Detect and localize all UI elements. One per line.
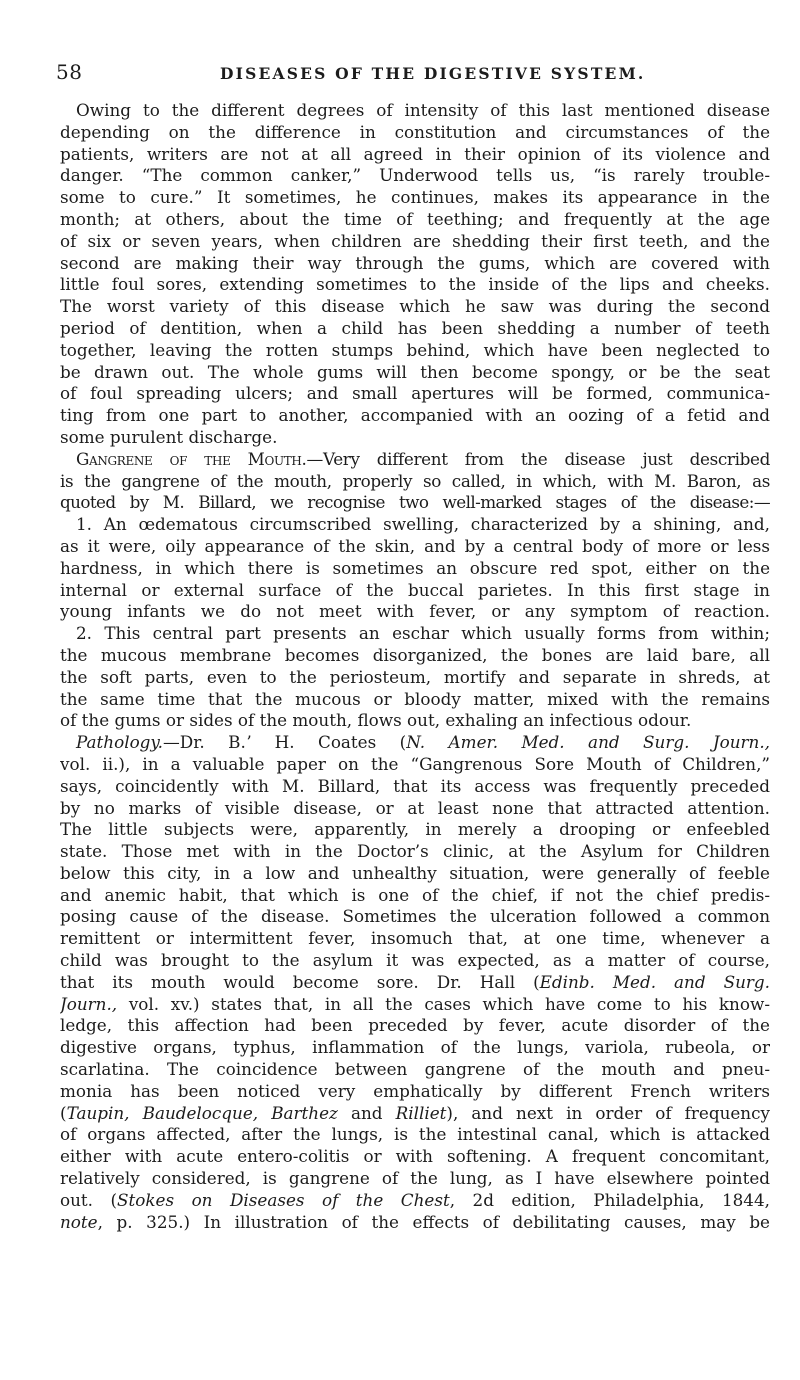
- text-line: ting from one part to another, accompanied with an oozing of a fetid and: [60, 405, 770, 426]
- text-line: be drawn out. The whole gums will then become spongy, or be the seat: [60, 361, 770, 382]
- text-line: of foul spreading ulcers; and small apertures will be formed, communica-: [60, 383, 770, 404]
- text-line: of six or seven years, when children are shedding their first teeth, and the: [60, 230, 770, 251]
- page-number: 58: [56, 60, 83, 84]
- text-line: danger. “The common canker,” Underwood tells us, “is rarely trouble-: [60, 165, 770, 186]
- text-line: the mucous membrane becomes disorganized, the bones are laid bare, all: [60, 644, 770, 665]
- text-line: depending on the difference in constitution and circumstances of the: [60, 121, 770, 142]
- text-line: internal or external surface of the buccal parietes. In this first stage in: [60, 579, 770, 600]
- text-line: that its mouth would become sore. Dr. Hall (Edinb. Med. and Surg.: [60, 971, 770, 992]
- body-text: [60, 100, 770, 1233]
- text-line: Owing to the different degrees of intensity of this last mentioned disease: [76, 100, 770, 120]
- text-line: remittent or intermittent fever, insomuch that, at one time, whenever a: [60, 928, 770, 949]
- text-line: little foul sores, extending sometimes to the inside of the lips and cheeks.: [60, 274, 770, 295]
- text-line: below this city, in a low and unhealthy situation, were generally of feeble: [60, 862, 770, 883]
- text-line: monia has been noticed very emphatically by different French writers: [60, 1080, 770, 1101]
- text-line: the same time that the mucous or bloody matter, mixed with the remains: [60, 688, 770, 709]
- text-line: by no marks of visible disease, or at least none that attracted attention.: [60, 797, 770, 818]
- text-line: either with acute entero-colitis or with softening. A frequent concomitant,: [60, 1146, 770, 1167]
- text-line: some to cure.” It sometimes, he continues, makes its appearance in the: [60, 187, 770, 208]
- text-line: says, coincidently with M. Billard, that its access was frequently preceded: [60, 775, 770, 796]
- text-line: (Taupin, Baudelocque, Barthez and Rilliet), and next in order of frequency: [60, 1102, 770, 1123]
- text-line: 1. An œdematous circumscribed swelling, characterized by a shining, and,: [76, 514, 770, 535]
- text-line: child was brought to the asylum it was expected, as a matter of course,: [60, 950, 770, 971]
- text-line: and anemic habit, that which is one of the chief, if not the chief predis-: [60, 884, 770, 905]
- text-line: hardness, in which there is sometimes an obscure red spot, either on the: [60, 557, 770, 578]
- text-line: month; at others, about the time of teething; and frequently at the age: [60, 208, 770, 229]
- text-line: together, leaving the rotten stumps behind, which have been neglected to: [60, 339, 770, 360]
- text-line: Journ., vol. xv.) states that, in all the cases which have come to his know-: [60, 993, 770, 1014]
- text-line: posing cause of the disease. Sometimes the ulceration followed a common: [60, 906, 770, 927]
- text-line: state. Those met with in the Doctor’s clinic, at the Asylum for Children: [60, 841, 770, 862]
- text-line: of the gums or sides of the mouth, flows out, exhaling an infectious odour.: [60, 710, 692, 731]
- text-line: The worst variety of this disease which he saw was during the second: [60, 296, 770, 317]
- text-line: quoted by M. Billard, we recognise two well-marked stages of the disease:—: [60, 492, 770, 513]
- text-line: Gangrene of the Mouth.—Very different from the disease just described: [76, 448, 770, 469]
- text-line: vol. ii.), in a valuable paper on the “Gangrenous Sore Mouth of Children,”: [60, 753, 770, 774]
- text-line: relatively considered, is gangrene of the lung, as I have elsewhere pointed: [60, 1168, 770, 1189]
- text-line: of organs affected, after the lungs, is the intestinal canal, which is attacked: [60, 1124, 770, 1145]
- text-line: is the gangrene of the mouth, properly so called, in which, with M. Baron, as: [60, 470, 770, 491]
- text-line: as it were, oily appearance of the skin, and by a central body of more or less: [60, 535, 770, 556]
- running-title: DISEASES OF THE DIGESTIVE SYSTEM.: [220, 64, 646, 83]
- text-line: note, p. 325.) In illustration of the effects of debilitating causes, may be: [60, 1211, 770, 1232]
- text-line: period of dentition, when a child has been shedding a number of teeth: [60, 317, 770, 338]
- text-line: the soft parts, even to the periosteum, mortify and separate in shreds, at: [60, 666, 770, 687]
- text-line: out. (Stokes on Diseases of the Chest, 2d edition, Philadelphia, 1844,: [60, 1189, 770, 1210]
- text-line: ledge, this affection had been preceded by fever, acute disorder of the: [60, 1015, 770, 1036]
- text-line: The little subjects were, apparently, in merely a drooping or enfeebled: [60, 819, 770, 840]
- text-line: young infants we do not meet with fever, or any symptom of reaction.: [60, 601, 770, 622]
- text-line: second are making their way through the gums, which are covered with: [60, 252, 770, 273]
- text-line: 2. This central part presents an eschar which usually forms from within;: [76, 623, 770, 644]
- running-head: [0, 48, 800, 88]
- text-line: some purulent discharge.: [60, 426, 278, 447]
- text-line: scarlatina. The coincidence between gangrene of the mouth and pneu-: [60, 1059, 770, 1080]
- text-line: digestive organs, typhus, inflammation of the lungs, variola, rubeola, or: [60, 1037, 770, 1058]
- text-line: patients, writers are not at all agreed in their opinion of its violence and: [60, 143, 770, 164]
- text-line: Pathology.—Dr. B.ʼ H. Coates (N. Amer. Med. and Surg. Journ.,: [76, 732, 770, 753]
